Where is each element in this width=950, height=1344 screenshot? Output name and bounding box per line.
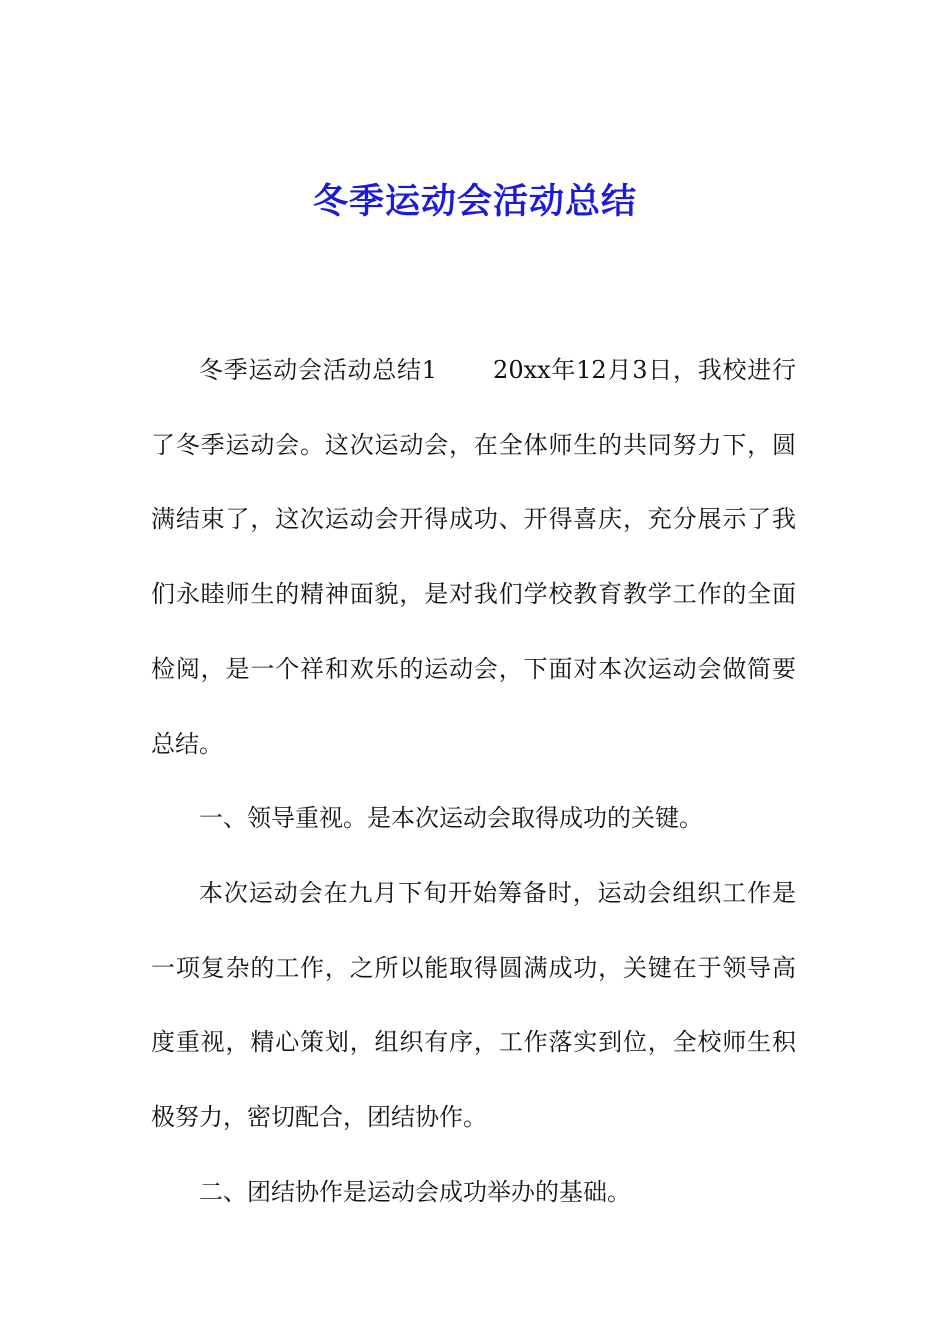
paragraph-section-one-body: 本次运动会在九月下旬开始筹备时，运动会组织工作是一项复杂的工作，之所以能取得圆满成功，关键在于领导高度重视，精心策划，组织有序，工作落实到位，全校师生积极努力，密切配合，团结协作。	[151, 878, 796, 1132]
paragraph-section-two-heading: 二、团结协作是运动会成功举办的基础。	[199, 1177, 631, 1206]
intro-text: 20xx年12月3日，我校进行了冬季运动会。这次运动会，在全体师生的共同努力下，圆满结束了，这次运动会开得成功、开得喜庆，充分展示了我们永睦师生的精神面貌，是对我们学校教育教学工作的全面检阅，是一个祥和欢乐的运动会，下面对本次运动会做简要总结。	[151, 356, 796, 758]
intro-heading: 冬季运动会活动总结1	[199, 356, 438, 384]
paragraph-intro	[151, 333, 796, 781]
document-body	[151, 333, 796, 1229]
paragraph-section-one-heading: 一、领导重视。是本次运动会取得成功的关键。	[199, 804, 703, 833]
document-title: 冬季运动会活动总结	[312, 182, 637, 222]
